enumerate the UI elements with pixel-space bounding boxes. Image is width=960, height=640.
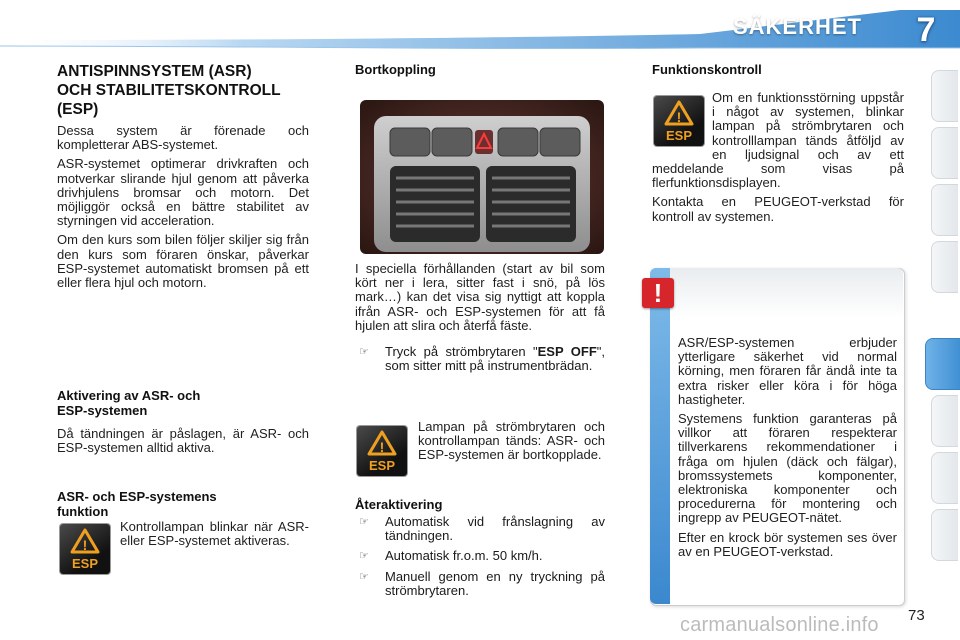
- bullet-text: Automatisk fr.o.m. 50 km/h.: [385, 548, 543, 564]
- esp-icon-label: ESP: [368, 458, 396, 473]
- bullet-item: [355, 549, 605, 563]
- chapter-number: 7: [916, 11, 936, 49]
- activation-text: Då tändningen är påslagen, är ASR- och ESP-systemen alltid aktiva.: [57, 426, 309, 456]
- function-check-text: Om en funktionsstörning uppstår i något av systemen, blinkar lampan på strömbrytaren och kontrolllampan tänds åtföljd av en ljudsignal och av ett meddelande som visas på flerfunktionsdisplayen.: [652, 90, 904, 191]
- function-check-text-block: [652, 91, 904, 229]
- section-title-block: [57, 62, 309, 119]
- bullet-item: [355, 515, 605, 543]
- warning-paragraph: ASR/ESP-systemen erbjuder ytterligare säkerhet vid normal körning, men föraren får ändå inte ta extra risker eller köra i för höga hastigheter.: [678, 335, 897, 407]
- intro-text: [57, 124, 309, 295]
- warning-side-bar: [650, 268, 670, 604]
- pointing-hand-icon: ☞: [359, 550, 369, 563]
- section-title-line: OCH STABILITETSKONTROLL: [57, 82, 281, 99]
- chapter-tab[interactable]: [931, 184, 958, 236]
- esp-warning-icon: [357, 426, 407, 476]
- bullet-suffix: ", som sitter mitt på instrumentbrädan.: [385, 344, 606, 374]
- bullet-text: Automatisk vid frånslagning av tändningen.: [385, 514, 605, 544]
- icon-float-spacer: [652, 91, 712, 149]
- bullet-text: [385, 345, 605, 373]
- bullet-item: [355, 345, 605, 373]
- chapter-tab[interactable]: [931, 395, 958, 447]
- esp-icon-glyph: !: [379, 439, 385, 455]
- watermark: carmanualsonline.info: [680, 614, 879, 636]
- dashboard-switch-photo: [360, 100, 604, 254]
- warning-box-header: [670, 268, 903, 318]
- warning-paragraph: Efter en krock bör systemen ses över av en PEUGEOT-verkstad.: [678, 529, 897, 559]
- reactivation-list: [355, 515, 605, 604]
- pointing-hand-icon: ☞: [359, 570, 369, 583]
- function-text: Kontrollampan blinkar när ASR- eller ESP-systemet aktiveras.: [120, 519, 309, 549]
- heading-line: funktion: [57, 504, 109, 519]
- disconnect-text: I speciella förhållanden (start av bil som kört ner i lera, sitter fast i snö, på lös mark…) kan det visa sig nyttigt att koppla ifrån ASR- och ESP-systemen för att få hjulen att slira och återfå fäste.: [355, 261, 605, 333]
- page-number: 73: [908, 607, 925, 624]
- esp-off-label: ESP OFF: [537, 344, 597, 359]
- heading-line: Aktivering av ASR- och: [57, 388, 201, 403]
- chapter-tab[interactable]: [931, 452, 958, 504]
- function-heading: [57, 489, 309, 519]
- pointing-hand-icon: ☞: [359, 346, 369, 358]
- esp-icon-glyph: !: [82, 537, 88, 553]
- bullet-item: [355, 570, 605, 598]
- chapter-tab[interactable]: [931, 241, 958, 293]
- section-title: [57, 62, 309, 119]
- esp-icon-label: ESP: [71, 556, 99, 571]
- intro-paragraph: Dessa system är förenade och kompletterar ABS-systemet.: [57, 123, 309, 153]
- chapter-tabs: [925, 70, 960, 575]
- esp-icon-label: ESP: [665, 128, 693, 143]
- section-title-line: (ESP): [57, 101, 99, 118]
- esp-warning-icon: [60, 524, 110, 574]
- warning-exclamation-icon: !: [642, 278, 674, 308]
- reactivation-heading: Återaktivering: [355, 497, 443, 512]
- disconnect-heading: Bortkoppling: [355, 62, 436, 77]
- heading-line: ASR- och ESP-systemens: [57, 489, 217, 504]
- lamp-text: Lampan på strömbrytaren och kontrollampan tänds: ASR- och ESP-systemen är bortkopplade.: [418, 419, 605, 463]
- esp-icon-glyph: !: [676, 109, 682, 125]
- chapter-tab[interactable]: [931, 509, 958, 561]
- disconnect-bullet: [355, 345, 605, 379]
- intro-paragraph: ASR-systemet optimerar drivkraften och motverkar slirande hjul genom att påverka drivhjulens bromsar och motorn. Det möjliggör också en bättre stabilitet av styrningen vid acceleration.: [57, 156, 309, 229]
- bullet-prefix: Tryck på strömbrytaren ": [385, 344, 538, 359]
- activation-heading: [57, 388, 309, 418]
- function-check-heading: Funktionskontroll: [652, 62, 762, 77]
- chapter-tab-active[interactable]: [925, 338, 960, 390]
- bullet-text: Manuell genom en ny tryckning på strömbrytaren.: [385, 568, 605, 598]
- chapter-tab[interactable]: [931, 70, 958, 122]
- heading-line: ESP-systemen: [57, 403, 148, 418]
- chapter-title: SÄKERHET: [732, 14, 862, 39]
- chapter-tab[interactable]: [931, 127, 958, 179]
- warning-text: [678, 336, 897, 564]
- pointing-hand-icon: ☞: [359, 516, 369, 528]
- section-title-line: ANTISPINNSYSTEM (ASR): [57, 63, 252, 80]
- intro-paragraph: Om den kurs som bilen följer skiljer sig från den kurs som föraren önskar, påverkar ESP-systemet automatiskt bromsen på ett eller flera hjul och motorn.: [57, 232, 309, 291]
- contact-text: Kontakta en PEUGEOT-verkstad för kontroll av systemen.: [652, 194, 904, 224]
- warning-paragraph: Systemens funktion garanteras på villkor att föraren respekterar tillverkarens rekommendationer i fråga om hjulen (däck och fälgar), bromssystemets komponenter, elektroniska komponenter och procedurerna för montering och ingrepp av PEUGEOT-nätet.: [678, 411, 897, 526]
